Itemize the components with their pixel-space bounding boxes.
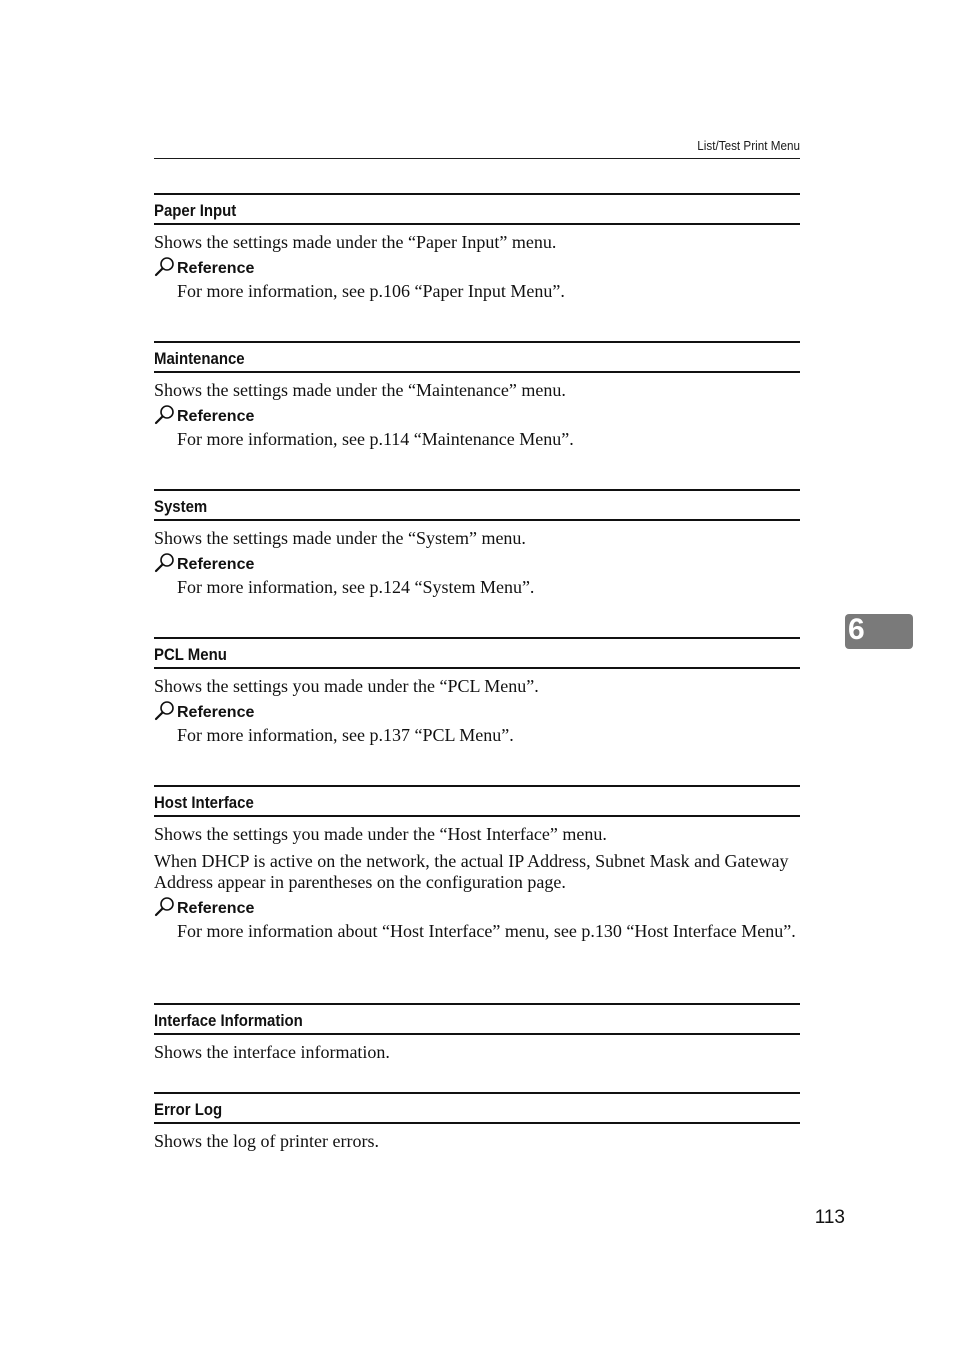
section-paragraph: Shows the settings made under the “System” menu. (154, 528, 526, 548)
chapter-number: 6 (848, 613, 865, 646)
section-paragraph: When DHCP is active on the network, the actual IP Address, Subnet Mask and Gateway Address appear in parentheses on the configuration page. (154, 851, 789, 892)
section-heading (154, 637, 800, 669)
section-heading (154, 1092, 800, 1124)
reference-heading (154, 552, 800, 574)
magnifier-icon (154, 552, 176, 574)
section-paragraph: Shows the settings made under the “Maintenance” menu. (154, 380, 566, 400)
reference-heading (154, 700, 800, 722)
section-paragraph: Shows the interface information. (154, 1042, 390, 1062)
page-number: 113 (814, 1207, 845, 1228)
section-title: Error Log (154, 1100, 223, 1119)
section-error-log (154, 1092, 800, 1152)
reference-text: For more information, see p.106 “Paper Input Menu”. (177, 281, 565, 301)
running-head: List/Test Print Menu (697, 138, 800, 153)
reference-label: Reference (177, 900, 255, 917)
section-title: Maintenance (154, 349, 245, 368)
reference-text: For more information about “Host Interface” menu, see p.130 “Host Interface Menu”. (177, 921, 796, 941)
reference-label: Reference (177, 408, 255, 425)
section-system (154, 489, 800, 598)
section-paragraph: Shows the settings you made under the “Host Interface” menu. (154, 824, 607, 844)
section-paragraph: Shows the settings made under the “Paper Input” menu. (154, 232, 557, 252)
reference-text: For more information, see p.124 “System Menu”. (177, 577, 535, 597)
section-title: System (154, 497, 208, 516)
reference-heading (154, 896, 800, 918)
section-heading (154, 785, 800, 817)
section-paragraph: Shows the log of printer errors. (154, 1131, 379, 1151)
section-heading (154, 489, 800, 521)
magnifier-icon (154, 700, 176, 722)
reference-heading (154, 404, 800, 426)
section-paper-input (154, 193, 800, 302)
magnifier-icon (154, 404, 176, 426)
reference-label: Reference (177, 704, 255, 721)
section-heading (154, 1003, 800, 1035)
reference-heading (154, 256, 800, 278)
section-title: Paper Input (154, 201, 237, 220)
reference-label: Reference (177, 556, 255, 573)
section-paragraph: Shows the settings you made under the “PCL Menu”. (154, 676, 539, 696)
chapter-tab (845, 614, 913, 649)
section-heading (154, 193, 800, 225)
section-heading (154, 341, 800, 373)
reference-label: Reference (177, 260, 255, 277)
section-host-interface (154, 785, 800, 942)
reference-text: For more information, see p.137 “PCL Menu”. (177, 725, 514, 745)
magnifier-icon (154, 256, 176, 278)
reference-text: For more information, see p.114 “Maintenance Menu”. (177, 429, 574, 449)
section-title: PCL Menu (154, 645, 227, 664)
section-title: Interface Information (154, 1011, 303, 1030)
section-pcl-menu (154, 637, 800, 746)
section-maintenance (154, 341, 800, 450)
header-rule (154, 158, 800, 159)
section-title: Host Interface (154, 793, 254, 812)
magnifier-icon (154, 896, 176, 918)
section-interface-information (154, 1003, 800, 1063)
